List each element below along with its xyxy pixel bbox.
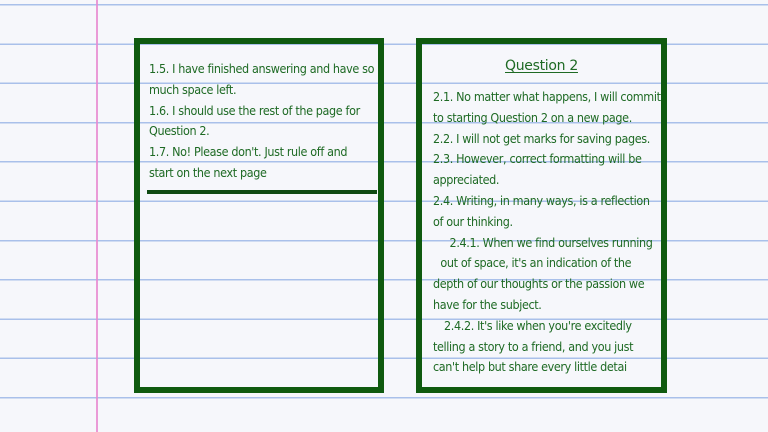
- text-line: 1.7. No! Please don't. Just rule off and: [149, 145, 348, 160]
- text-line: 2.4.1. When we find ourselves running: [449, 235, 653, 250]
- text-line: 2.3. However, correct formatting will be: [433, 152, 642, 167]
- text-line: 1.6. I should use the rest of the page for: [149, 103, 360, 118]
- answer-box-question-2: [416, 38, 667, 393]
- question-2-text: [433, 87, 670, 378]
- text-line: 2.4.2. It's like when you're excitedly: [444, 318, 632, 333]
- text-line: start on the next page: [149, 165, 267, 180]
- answer-box-question-1: [134, 38, 384, 393]
- question-2-title: Question 2: [505, 58, 578, 74]
- text-line: have for the subject.: [433, 297, 542, 312]
- text-line: 2.4. Writing, in many ways, is a reflection: [433, 193, 650, 208]
- text-line: depth of our thoughts or the passion we: [433, 277, 645, 292]
- text-line: appreciated.: [433, 173, 500, 188]
- text-line: of our thinking.: [433, 214, 513, 229]
- text-line: 1.5. I have finished answering and have so: [149, 62, 375, 76]
- text-line: Question 2.: [149, 124, 210, 139]
- text-line: 2.1. No matter what happens, I will commit: [433, 90, 661, 104]
- text-line: telling a story to a friend, and you just: [433, 339, 634, 354]
- text-line: much space left.: [149, 82, 237, 97]
- text-line: can't help but share every little detai: [433, 360, 627, 375]
- notebook-margin-line: [96, 0, 98, 432]
- rule-off-line: [147, 190, 377, 194]
- text-line: to starting Question 2 on a new page.: [433, 110, 632, 125]
- question-1-text: [149, 59, 385, 184]
- text-line: 2.2. I will not get marks for saving pages.: [433, 131, 650, 146]
- text-line: out of space, it's an indication of the: [440, 256, 632, 271]
